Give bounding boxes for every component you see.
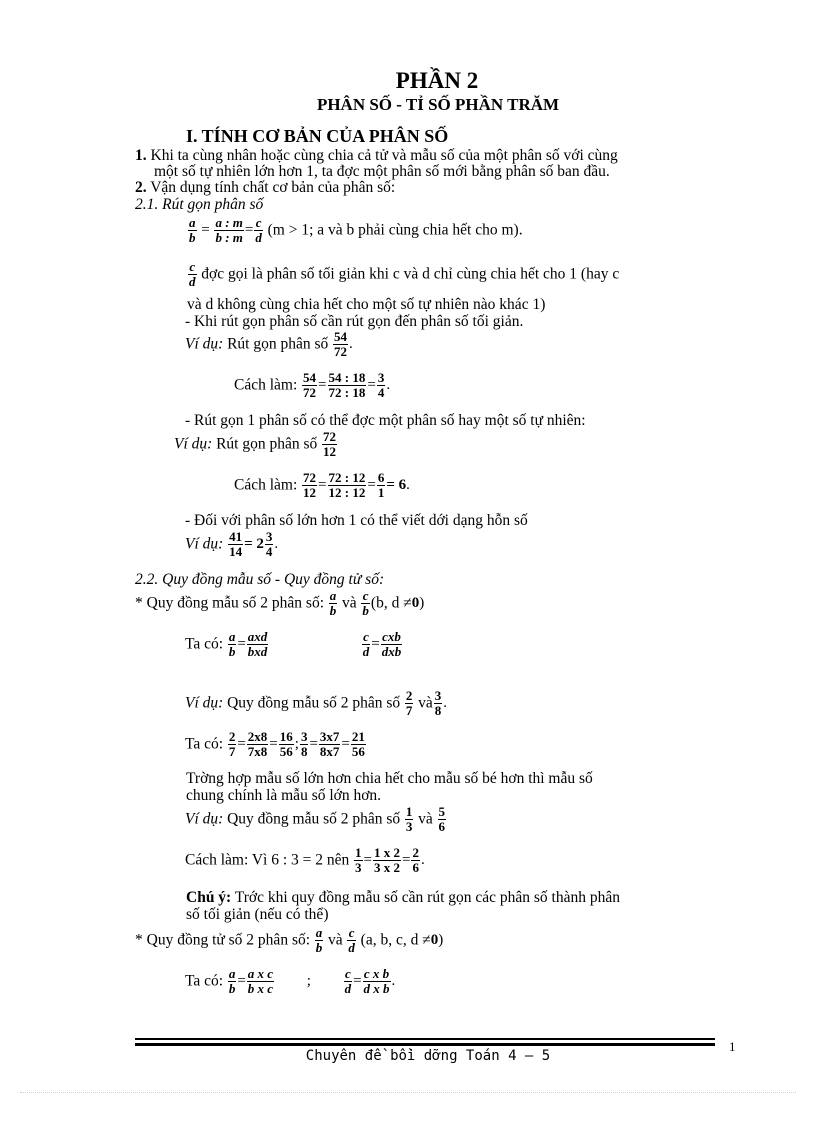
part-title: PHẦN 2 [395, 68, 479, 93]
example-4: Ví dụ: Quy đồng mẫu số 2 phân số $\frac{1}{3}$ và $\frac{5}{6}$ [185, 804, 446, 834]
note-line-2: số tối giản (nếu có thể) [186, 906, 329, 923]
example-4-solution: Cách làm: Vì 6 : 3 = 2 nên $\frac{1}{3}$ = $\frac{1 x 2}{3 x 2}$ = $\frac{2}{6}$ . [185, 845, 425, 875]
part-subtitle: PHÂN SỐ - TỈ SỐ PHẦN TRĂM [316, 95, 560, 114]
footer-rule-thick [135, 1043, 715, 1046]
case-line-2: chung chính là mẫu số lớn hơn. [186, 787, 382, 804]
common-denominator-formula: Ta có: $\frac{a}{b}$ = $\frac{\text{axd}}{\text{bxd}}$ $\frac{c}{d}$ = $\frac{\text{cxb}}{\text{dxb}}$ [185, 629, 402, 659]
irreducible-def: $\frac{c}{d}$ đợc gọi là phân số tối giản khi c và d chỉ cùng chia hết cho 1 (hay c [189, 259, 620, 289]
para-1-line-1: 1. Khi ta cùng nhân hoặc cùng chia cả tử và mẫu số của một phân số với cùng [135, 147, 618, 164]
note-line-1: Chú ý: Trớc khi quy đồng mẫu số cần rút gọn các phân số thành phân [186, 889, 620, 906]
page-edge-dots [20, 1092, 796, 1093]
common-denominator-rule: * Quy đồng mẫu số 2 phân số: $\frac{a}{b}$ và $\frac{c}{b}$ (b, d ≠0) [135, 588, 425, 618]
example-2: Ví dụ: Rút gọn phân số $\frac{72}{12}$ [174, 429, 336, 459]
case-line-1: Trờng hợp mẫu số lớn hơn chia hết cho mẫu số bé hơn thì mẫu số [186, 770, 593, 787]
example-mixed: Ví dụ: $\frac{41}{14}$ = 2 $\frac{3}{4}$ . [185, 529, 279, 559]
example-1: Ví dụ: Rút gọn phân số $\frac{54}{72}$ . [185, 329, 353, 359]
example-1-solution: Cách làm: $\frac{54}{72}$ = $\frac{54 : 18}{72 : 18}$ = $\frac{3}{4}$ . [234, 370, 391, 400]
page-number: 1 [729, 1039, 736, 1054]
footer-rule-thin [135, 1038, 715, 1040]
example-2-solution: Cách làm: $\frac{72}{12}$ = $\frac{72 : 12}{12 : 12}$ = $\frac{6}{1}$ = 6. [234, 470, 410, 500]
common-numerator-formula: Ta có: $\frac{a}{b}$ = $\frac{\text{a x c}}{\text{b x c}}$ ; $\frac{c}{d}$ = $\frac{\text{c x b}}{\text{d x b}}$ . [185, 966, 396, 996]
footer-text: Chuyên đề bồi dỡng Toán 4 – 5 [305, 1048, 551, 1064]
subsection-2-1: 2.1. Rút gọn phân số [135, 196, 264, 213]
section-heading: I. TÍNH CƠ BẢN CỦA PHÂN SỐ [186, 126, 449, 146]
example-3-solution: Ta có: $\frac{2}{7}$ = $\frac{2x8}{7x8}$ = $\frac{16}{56}$ ; $\frac{3}{8}$ = $\frac{3x7}{8x7}$ = $\frac{21}{56}$ [185, 729, 365, 759]
para-2: 2. Vận dụng tính chất cơ bản của phân số: [135, 179, 396, 196]
subsection-2-2: 2.2. Quy đồng mẫu số - Quy đồng tử số: [135, 571, 385, 588]
irreducible-def-line-2: và d không cùng chia hết cho một số tự nhiên nào khác 1) [187, 296, 546, 313]
note-reduce-fully: - Khi rút gọn phân số cần rút gọn đến phân số tối giản. [185, 313, 524, 330]
para-1-line-2: một số tự nhiên lớn hơn 1, ta đợc một phân số mới bằng phân số ban đầu. [154, 163, 610, 180]
reduce-rule-formula: $\frac{a}{b}$ = $\frac{a : m}{b : m}$ = $\frac{c}{d}$ (m > 1; a và b phải cùng chia hết cho m). [189, 215, 523, 245]
note-mixed-number: - Đối với phân số lớn hơn 1 có thể viết dới dạng hỗn số [185, 512, 528, 529]
common-numerator-rule: * Quy đồng tử số 2 phân số: $\frac{a}{b}$ và $\frac{c}{d}$ (a, b, c, d ≠0) [135, 925, 444, 955]
example-3: Ví dụ: Quy đồng mẫu số 2 phân số $\frac{2}{7}$ và $\frac{3}{8}$ . [185, 688, 448, 718]
note-reduce-integer: - Rút gọn 1 phân số có thể đợc một phân số hay một số tự nhiên: [185, 412, 586, 429]
